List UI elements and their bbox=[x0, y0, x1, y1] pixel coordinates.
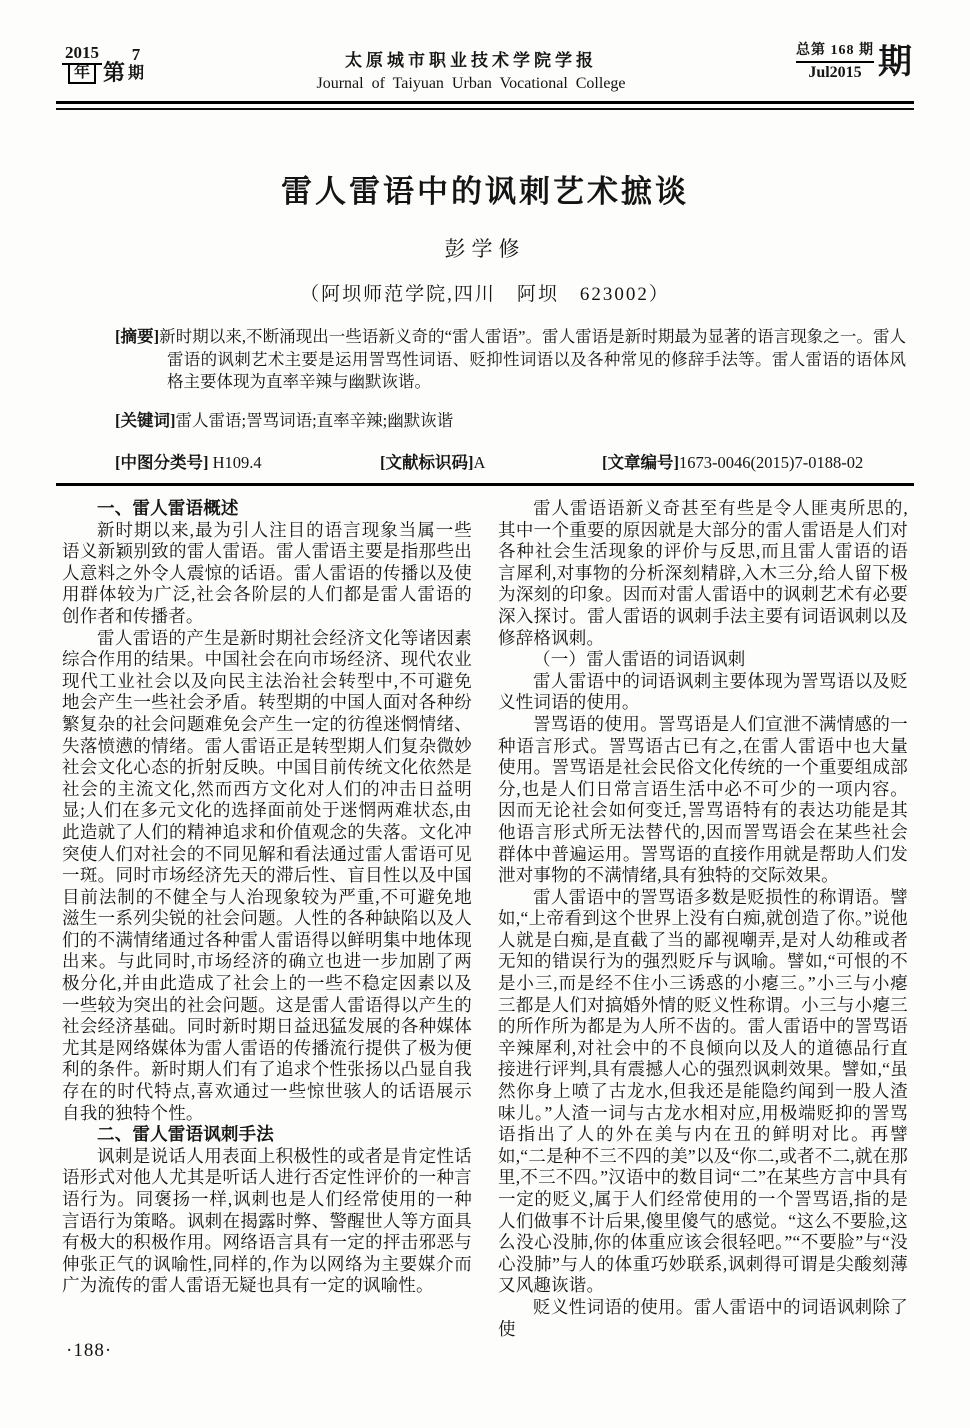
clc-label: [中图分类号] bbox=[115, 453, 209, 472]
journal-masthead bbox=[146, 44, 796, 93]
paragraph: 雷人雷语中的词语讽刺主要体现为詈骂语以及贬义性词语的使用。 bbox=[498, 670, 908, 713]
article-id-item bbox=[602, 449, 906, 473]
paragraph: 讽刺是说话人用表面上积极性的或者是肯定性话语形式对他人尤其是听话人进行否定性评价的一种言语行为。同褒扬一样,讽刺也是人们经常使用的一种言语行为策略。讽刺在揭露时弊、警醒世人等方面具有极大的积极作用。网络语言具有一定的抨击邪恶与伸张正气的讽喻性,同样的,作为以网络为主要媒介而广为流传的雷人雷语无疑也具有一定的讽喻性。 bbox=[62, 1145, 472, 1296]
issue-date: Jul2015 bbox=[808, 64, 862, 81]
section-heading-1: 一、雷人雷语概述 bbox=[97, 498, 239, 518]
left-column bbox=[62, 498, 472, 1340]
keywords-label: [关键词] bbox=[115, 411, 176, 430]
article-body bbox=[0, 486, 970, 1340]
issue-fraction bbox=[126, 46, 146, 83]
issue-prefix: 第 bbox=[103, 60, 126, 85]
abstract-text: 新时期以来,不断涌现出一些语新义奇的“雷人雷语”。雷人雷语是新时期最为显著的语言现象之一。雷人雷语的讽刺艺术主要是运用詈骂性词语、贬抑性词语以及各种常见的修辞手法等。雷人雷语的语体风格主要体现为直率辛辣与幽默诙谐。 bbox=[159, 327, 906, 391]
keywords-text: 雷人雷语;詈骂词语;直率辛辣;幽默诙谐 bbox=[175, 411, 454, 430]
classification-row bbox=[115, 449, 906, 473]
right-column bbox=[498, 498, 908, 1340]
paragraph: 雷人雷语中的詈骂语多数是贬损性的称谓语。譬如,“上帝看到这个世界上没有白痴,就创造了你。”说他人就是白痴,是直截了当的鄙视嘲弄,是对人幼稚或者无知的错误行为的强烈贬斥与讽喻。譬如,“可恨的不是小三,而是经不住小三诱惑的小瘪三。”小三与小瘪三都是人们对搞婚外情的贬义性称谓。小三与小瘪三的所作所为都是为人所不齿的。雷人雷语中的詈骂语辛辣犀利,对社会中的不良倾向以及人的道德品行直接进行评判,具有震撼人心的强烈讽刺效果。譬如,“虽然你身上喷了古龙水,但我还是能隐约闻到一股人渣味儿。”人渣一词与古龙水相对应,用极端贬抑的詈骂语指出了人的外在美与内在丑的鲜明对比。再譬如,“二是种不三不四的美”以及“你二,或者不二,就在那里,不三不四。”汉语中的数目词“二”在某些方言中具有一定的贬义,属于人们经常使用的一个詈骂语,指的是人们做事不计后果,傻里傻气的感觉。“这么不要脸,这么没心没肺,你的体重应该会很轻吧。”“不要脸”与“没心没肺”与人的体重巧妙联系,讽刺得可谓是尖酸刻薄又风趣诙谐。 bbox=[498, 886, 908, 1296]
header-divider bbox=[56, 101, 914, 110]
year-value: 2015 bbox=[62, 44, 102, 65]
year-fraction bbox=[62, 44, 102, 84]
paragraph: 新时期以来,最为引人注目的语言现象当属一些语义新颖别致的雷人雷语。雷人雷语主要是指那些出人意料之外令人震惊的话语。雷人雷语的传播以及使用群体较为广泛,社会各阶层的人们都是雷人雷语的创作者和传播者。 bbox=[62, 519, 472, 626]
article-affiliation: （阿坝师范学院,四川 阿坝 623002） bbox=[300, 284, 670, 305]
journal-header bbox=[0, 0, 970, 93]
issue-number: 7 bbox=[131, 44, 141, 64]
keywords bbox=[115, 410, 906, 433]
issue-unit: 期 bbox=[128, 64, 145, 82]
paragraph: 雷人雷语语新义奇甚至有些是令人匪夷所思的,其中一个重要的原因就是大部分的雷人雷语是人们对各种社会生活现象的评价与反思,而且雷人雷语的语言犀利,对事物的分析深刻精辟,入木三分,给人留下极为深刻的印象。因而对雷人雷语中的讽刺艺术有必要深入探讨。雷人雷语的讽刺手法主要有词语讽刺以及修辞格讽刺。 bbox=[498, 498, 908, 648]
clc-value: H109.4 bbox=[212, 453, 262, 472]
subsection-heading: （一）雷人雷语的词语讽刺 bbox=[533, 649, 746, 670]
doc-code-item bbox=[380, 449, 602, 473]
doc-code-label: [文献标识码] bbox=[380, 453, 474, 472]
paragraph: 贬义性词语的使用。雷人雷语中的词语讽刺除了使 bbox=[498, 1296, 908, 1339]
page-number: ·188· bbox=[66, 1340, 113, 1361]
year-unit: 年 bbox=[68, 65, 96, 84]
journal-title-en: Journal of Taiyuan Urban Vocational College bbox=[316, 75, 626, 92]
article-title: 雷人雷语中的讽刺艺术摭谈 bbox=[281, 174, 689, 209]
paragraph: 詈骂语的使用。詈骂语是人们宣泄不满情感的一种语言形式。詈骂语古已有之,在雷人雷语中也大量使用。詈骂语是社会民俗文化传统的一个重要组成部分,也是人们日常言语生活中必不可少的一项内容。因而无论社会如何变迁,詈骂语特有的表达功能是其他语言形式所无法替代的,因而詈骂语会在某些社会群体中普遍运用。詈骂语的直接作用就是帮助人们发泄对事物的不满情绪,具有独特的交际效果。 bbox=[498, 713, 908, 886]
doc-code-value: A bbox=[473, 453, 486, 472]
article-meta bbox=[115, 326, 906, 433]
article-id-label: [文章编号] bbox=[602, 453, 679, 472]
paragraph: 雷人雷语的产生是新时期社会经济文化等诸因素综合作用的结果。中国社会在向市场经济、现代农业现代工业社会以及向民主法治社会转型中,不可避免地会产生一些社会矛盾。转型期的中国人面对各种纷繁复杂的社会问题难免会产生一定的彷徨迷惘情绪、失落愤懑的情绪。雷人雷语正是转型期人们复杂微妙社会文化心态的折射反映。中国目前传统文化依然是社会的主流文化,然而西方文化对人们的冲击日益明显;人们在多元文化的选择面前处于迷惘两难状态,由此造就了人们的精神追求和价值观念的失落。文化冲突使人们对社会的不同见解和看法通过雷人雷语可见一斑。同时市场经济先天的滞后性、盲目性以及中国目前法制的不健全与人治现象较为严重,不可避免地滋生一系列尖锐的社会问题。人性的各种缺陷以及人们的不满情绪通过各种雷人雷语得以鲜明集中地体现出来。与此同时,市场经济的确立也进一步加剧了两极分化,并由此造成了社会上的一些不稳定因素以及一些较为突出的社会问题。这是雷人雷语得以产生的社会经济基础。同时新时期日益迅猛发展的各种媒体尤其是网络媒体为雷人雷语的传播流行提供了极为便利的条件。新时期人们有了追求个性张扬以凸显自我存在的时代特点,喜欢通过一些惊世骇人的话语展示自我的独特个性。 bbox=[62, 627, 472, 1123]
total-issue: 总第 168 期 bbox=[796, 44, 874, 63]
issue-glyph: 期 bbox=[878, 43, 912, 81]
total-issue-stack bbox=[796, 44, 874, 81]
abstract bbox=[115, 326, 906, 394]
journal-title-cn: 太原城市职业技术学院学报 bbox=[345, 51, 598, 70]
clc-item bbox=[115, 449, 380, 473]
article-author: 彭学修 bbox=[444, 237, 526, 261]
section-heading-2: 二、雷人雷语讽刺手法 bbox=[97, 1124, 274, 1145]
issue-info-right bbox=[796, 44, 912, 81]
issue-info-left bbox=[62, 44, 146, 84]
article-id-value: 1673-0046(2015)7-0188-02 bbox=[679, 453, 864, 472]
abstract-label: [摘要] bbox=[115, 327, 160, 346]
